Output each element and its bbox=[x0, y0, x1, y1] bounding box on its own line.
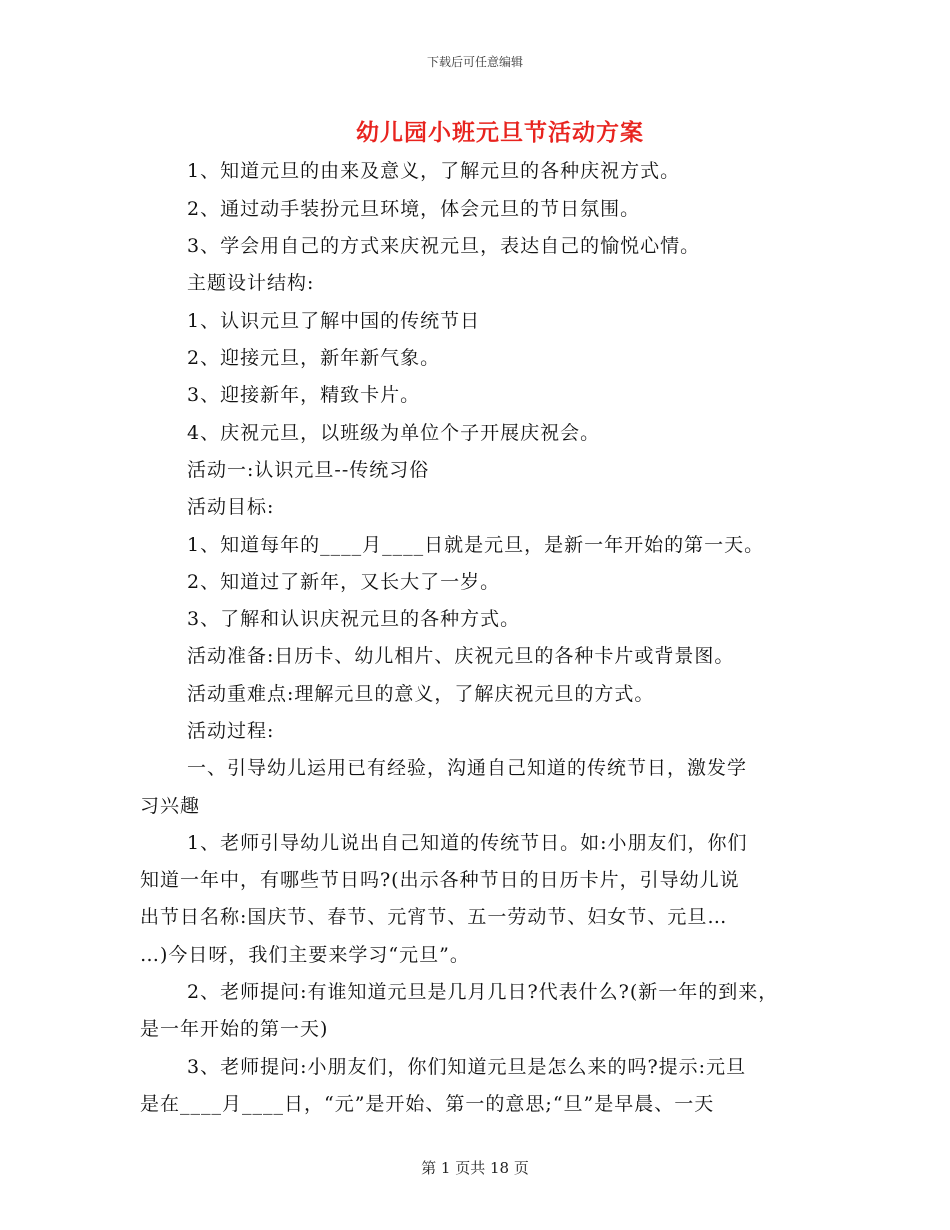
activity-goal-line-2: 2、知道过了新年，又长大了一岁。 bbox=[187, 571, 501, 593]
process-item-1-line-2: 知道一年中，有哪些节日吗?(出示各种节日的日历卡片，引导幼儿说 bbox=[140, 869, 740, 891]
page-footer: 第 1 页共 18 页 bbox=[421, 1159, 529, 1177]
structure-line-3: 3、迎接新年，精致卡片。 bbox=[187, 384, 421, 406]
activity-goal-line-1: 1、知道每年的____月____日就是元旦，是新一年开始的第一天。 bbox=[187, 534, 765, 556]
process-item-1-line-4: …)今日呀，我们主要来学习“元旦”。 bbox=[140, 944, 470, 966]
goal-line-2: 2、通过动手装扮元旦环境，体会元旦的节日氛围。 bbox=[187, 198, 641, 220]
section-heading-activity-one: 活动一:认识元旦--传统习俗 bbox=[187, 459, 430, 481]
activity-goal-line-3: 3、了解和认识庆祝元旦的各种方式。 bbox=[187, 608, 521, 630]
header-note: 下载后可任意编辑 bbox=[426, 55, 523, 69]
goal-line-1: 1、知道元旦的由来及意义，了解元旦的各种庆祝方式。 bbox=[187, 160, 681, 182]
process-step-one-line-1: 一、引导幼儿运用已有经验，沟通自己知道的传统节日，激发学 bbox=[187, 757, 748, 779]
section-heading-activity-process: 活动过程: bbox=[187, 720, 275, 742]
process-item-3-line-2: 是在____月____日，“元”是开始、第一的意思;“旦”是早晨、一天 bbox=[140, 1093, 715, 1115]
process-item-1-line-1: 1、老师引导幼儿说出自己知道的传统节日。如:小朋友们，你们 bbox=[187, 832, 748, 854]
process-item-1-line-3: 出节日名称:国庆节、春节、元宵节、五一劳动节、妇女节、元旦… bbox=[140, 906, 728, 928]
process-item-3-line-1: 3、老师提问:小朋友们，你们知道元旦是怎么来的吗?提示:元旦 bbox=[187, 1056, 747, 1078]
structure-line-4: 4、庆祝元旦，以班级为单位个子开展庆祝会。 bbox=[187, 422, 601, 444]
process-item-2-line-1: 2、老师提问:有谁知道元旦是几月几日?代表什么?(新一年的到来， bbox=[187, 981, 779, 1003]
section-heading-theme-structure: 主题设计结构: bbox=[187, 272, 315, 294]
structure-line-2: 2、迎接元旦，新年新气象。 bbox=[187, 347, 441, 369]
process-step-one-line-2: 习兴趣 bbox=[140, 795, 201, 817]
process-item-2-line-2: 是一年开始的第一天) bbox=[140, 1018, 329, 1040]
structure-line-1: 1、认识元旦了解中国的传统节日 bbox=[187, 310, 481, 332]
activity-key-points: 活动重难点:理解元旦的意义，了解庆祝元旦的方式。 bbox=[187, 683, 655, 705]
goal-line-3: 3、学会用自己的方式来庆祝元旦，表达自己的愉悦心情。 bbox=[187, 235, 701, 257]
activity-preparation: 活动准备:日历卡、幼儿相片、庆祝元旦的各种卡片或背景图。 bbox=[187, 645, 735, 667]
section-heading-activity-goals: 活动目标: bbox=[187, 496, 275, 518]
document-title: 幼儿园小班元旦节活动方案 bbox=[356, 119, 644, 146]
